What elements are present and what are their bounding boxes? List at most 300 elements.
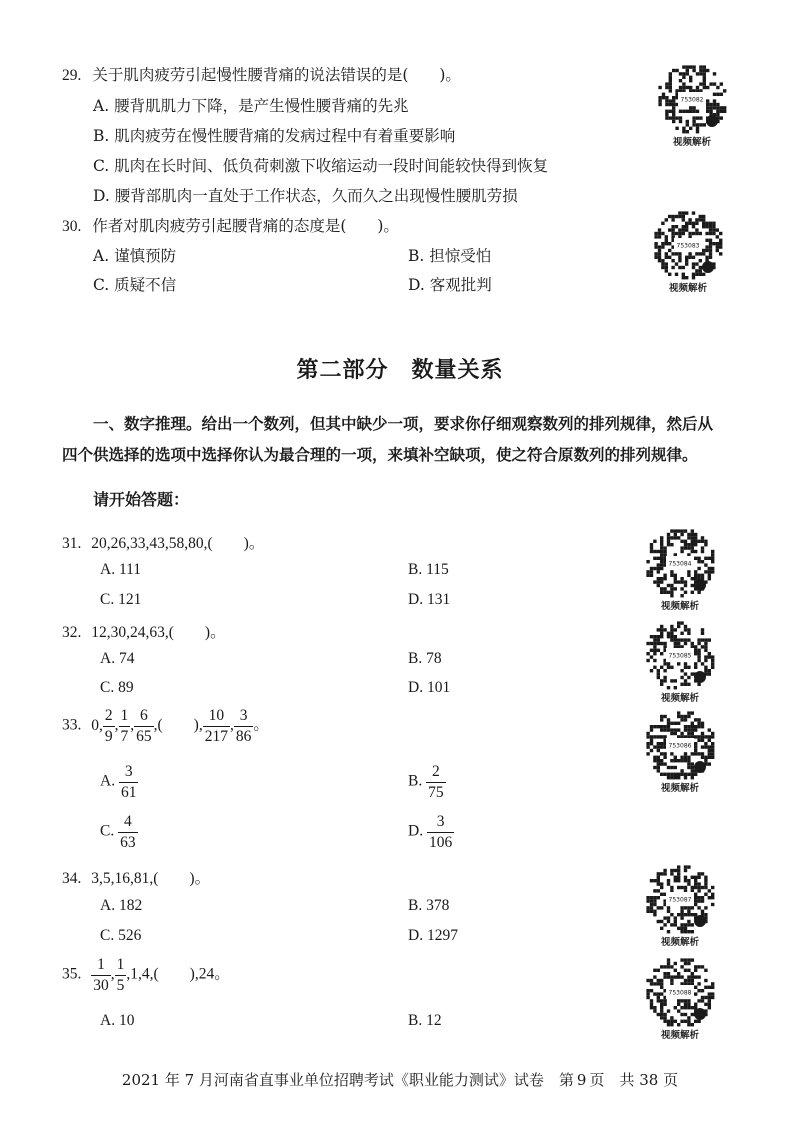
qr-module [677, 642, 680, 645]
qr-module [691, 711, 694, 714]
qr-module [677, 869, 680, 872]
option-letter: B. [408, 772, 423, 790]
option-d [408, 814, 454, 850]
qr-module [694, 645, 697, 648]
qr-module [667, 975, 670, 978]
option-letter: C. [93, 157, 110, 175]
qr-module [701, 735, 704, 738]
qr-module [711, 903, 714, 906]
qr-module [657, 642, 660, 645]
qr-module [691, 642, 694, 645]
qr-module [691, 728, 694, 731]
qr-module [687, 920, 690, 923]
qr-module [658, 249, 661, 252]
qr-module [685, 211, 688, 214]
qr-module [654, 256, 657, 259]
qr-module [670, 886, 673, 889]
qr-module [669, 116, 672, 119]
qr-module [665, 242, 668, 245]
qr-code-753085[interactable] [640, 618, 720, 704]
qr-module [701, 989, 704, 992]
qr-module [674, 876, 677, 879]
qr-module [687, 756, 690, 759]
qr-module [687, 546, 690, 549]
option-letter: A. [93, 97, 110, 115]
qr-module [694, 903, 697, 906]
qr-module [650, 550, 653, 553]
qr-module [680, 715, 683, 718]
option-letter: C. [93, 276, 110, 294]
fraction [91, 957, 111, 993]
qr-module [665, 99, 668, 102]
qr-module [663, 965, 666, 968]
qr-module [696, 127, 699, 130]
qr-module [704, 879, 707, 882]
qr-module [674, 679, 677, 682]
qr-module [703, 123, 706, 126]
qr-module [657, 879, 660, 882]
qr-module [653, 638, 656, 641]
qr-module [694, 662, 697, 665]
qr-module [697, 659, 700, 662]
qr-module [674, 920, 677, 923]
qr-module [657, 669, 660, 672]
qr-module [653, 975, 656, 978]
qr-module [654, 232, 657, 235]
qr-module [646, 910, 649, 913]
qr-module [685, 225, 688, 228]
qr-module [706, 103, 709, 106]
qr-code-753088[interactable] [640, 955, 720, 1041]
qr-module [699, 252, 702, 255]
qr-module [670, 913, 673, 916]
qr-module [694, 965, 697, 968]
qr-module [660, 752, 663, 755]
qr-module [699, 82, 702, 85]
qr-module [646, 742, 649, 745]
qr-module [657, 979, 660, 982]
qr-module [687, 711, 690, 714]
qr-module [704, 913, 707, 916]
option-text: 肌肉在长时间、低负荷刺激下收缩运动一段时间能较快得到恢复 [114, 157, 549, 175]
qr-module [699, 72, 702, 75]
qr-module [701, 756, 704, 759]
qr-module [674, 916, 677, 919]
fraction [134, 708, 154, 744]
qr-module [704, 756, 707, 759]
qr-module [658, 103, 661, 106]
qr-module [682, 110, 685, 113]
qr-module [680, 1020, 683, 1023]
qr-module [658, 252, 661, 255]
qr-module [680, 580, 683, 583]
qr-module [669, 103, 672, 106]
option-text: 115 [426, 561, 449, 578]
qr-module [660, 580, 663, 583]
qr-module [660, 882, 663, 885]
qr-module [653, 725, 656, 728]
qr-module [687, 632, 690, 635]
qr-module [702, 225, 705, 228]
qr-module [663, 762, 666, 765]
option-text: 腰背部肌肉一直处于工作状态，久而久之出现慢性腰肌劳损 [114, 187, 518, 205]
qr-module [701, 899, 704, 902]
option-letter: D. [408, 679, 424, 696]
qr-module [680, 533, 683, 536]
qr-code-number: 753087 [668, 896, 692, 904]
qr-module [650, 899, 653, 902]
qr-module [653, 910, 656, 913]
qr-module [692, 120, 695, 123]
qr-module [709, 249, 712, 252]
qr-module [692, 256, 695, 259]
qr-module [691, 732, 694, 735]
qr-module [665, 256, 668, 259]
qr-module [699, 259, 702, 262]
qr-code-753086[interactable] [640, 708, 720, 794]
qr-module [689, 106, 692, 109]
qr-module [697, 638, 700, 641]
qr-module [687, 1023, 690, 1026]
qr-module [695, 252, 698, 255]
qr-module [694, 992, 697, 995]
qr-module [691, 543, 694, 546]
qr-module [653, 645, 656, 648]
qr-module [694, 749, 697, 752]
qr-module [667, 882, 670, 885]
qr-module [713, 106, 716, 109]
qr-module [667, 1009, 670, 1012]
qr-module [660, 1009, 663, 1012]
qr-module [708, 996, 711, 999]
qr-module [650, 903, 653, 906]
qr-module [663, 999, 666, 1002]
qr-module [691, 913, 694, 916]
qr-module [701, 536, 704, 539]
qr-module [704, 645, 707, 648]
qr-module [671, 215, 674, 218]
qr-module [667, 666, 670, 669]
qr-module [708, 999, 711, 1002]
qr-module [670, 965, 673, 968]
qr-module [657, 769, 660, 772]
section-title: 第二部分 数量关系 [296, 357, 504, 383]
qr-module [699, 69, 702, 72]
qr-module [704, 570, 707, 573]
qr-module [702, 222, 705, 225]
qr-module [686, 72, 689, 75]
qr-module [684, 752, 687, 755]
qr-module [704, 557, 707, 560]
qr-module [691, 773, 694, 776]
qr-module [674, 533, 677, 536]
qr-module [688, 232, 691, 235]
option-a [100, 1012, 134, 1030]
qr-module [686, 110, 689, 113]
qr-module [687, 628, 690, 631]
qr-module [687, 906, 690, 909]
qr-module [663, 728, 666, 731]
qr-module [675, 127, 678, 130]
qr-module [672, 106, 675, 109]
qr-module [687, 1006, 690, 1009]
qr-module [694, 969, 697, 972]
qr-code-753083[interactable] [648, 208, 728, 294]
qr-module [705, 245, 708, 248]
qr-module [667, 540, 670, 543]
qr-module [684, 776, 687, 779]
qr-module [674, 642, 677, 645]
qr-module [650, 669, 653, 672]
qr-module [653, 903, 656, 906]
qr-module [716, 242, 719, 245]
qr-module [667, 766, 670, 769]
qr-module [667, 930, 670, 933]
option-letter: D. [408, 822, 424, 840]
qr-module [701, 662, 704, 665]
qr-module [708, 889, 711, 892]
qr-module [677, 621, 680, 624]
qr-module [709, 222, 712, 225]
qr-module [723, 89, 726, 92]
qr-module [660, 679, 663, 682]
qr-logo-icon [706, 115, 718, 127]
qr-code-753087[interactable] [640, 862, 720, 948]
qr-module [663, 872, 666, 875]
option-b [408, 561, 449, 579]
qr-module [697, 725, 700, 728]
qr-module [711, 655, 714, 658]
numerator: 3 [436, 813, 445, 830]
qr-module [706, 86, 709, 89]
qr-module [694, 742, 697, 745]
qr-module [691, 769, 694, 772]
qr-module [663, 773, 666, 776]
qr-module [677, 776, 680, 779]
qr-module [677, 1023, 680, 1026]
qr-module [708, 896, 711, 899]
qr-module [694, 886, 697, 889]
section-intro-line1: 一、数字推理。给出一个数列，但其中缺少一项，要求你仔细观察数列的排列规律，然后从 [93, 414, 714, 433]
qr-module [663, 546, 666, 549]
qr-module [674, 962, 677, 965]
qr-module [684, 879, 687, 882]
qr-module [711, 553, 714, 556]
qr-module [713, 99, 716, 102]
qr-module [667, 725, 670, 728]
option-letter: A. [100, 897, 116, 914]
fraction [427, 814, 454, 850]
qr-module [708, 672, 711, 675]
option-b [93, 124, 455, 146]
qr-module [716, 106, 719, 109]
qr-module [711, 992, 714, 995]
qr-module [667, 773, 670, 776]
qr-module [646, 732, 649, 735]
denominator: 217 [204, 727, 228, 745]
qr-module [687, 910, 690, 913]
qr-module [677, 999, 680, 1002]
qr-module [684, 969, 687, 972]
qr-module [653, 567, 656, 570]
option-text: 腰背肌肌力下降，是产生慢性腰背痛的先兆 [114, 97, 409, 115]
qr-module [692, 69, 695, 72]
qr-module [646, 996, 649, 999]
qr-module [708, 749, 711, 752]
qr-module [665, 218, 668, 221]
qr-module [694, 536, 697, 539]
qr-module [670, 570, 673, 573]
qr-module [706, 106, 709, 109]
qr-module [660, 1013, 663, 1016]
option-text: 谨慎预防 [114, 247, 177, 265]
qr-module [709, 228, 712, 231]
qr-module [668, 249, 671, 252]
qr-module [687, 762, 690, 765]
qr-module [684, 913, 687, 916]
numerator: 3 [239, 707, 248, 724]
qr-module [653, 540, 656, 543]
qr-module [660, 632, 663, 635]
qr-module [704, 745, 707, 748]
qr-module [697, 683, 700, 686]
qr-module [711, 756, 714, 759]
question-34 [62, 866, 210, 888]
qr-module [654, 252, 657, 255]
qr-module [704, 659, 707, 662]
qr-module [672, 110, 675, 113]
option-text: 101 [426, 679, 451, 696]
qr-module [684, 540, 687, 543]
qr-module [663, 577, 666, 580]
qr-module [678, 256, 681, 259]
qr-logo-icon [694, 1008, 706, 1020]
qr-module [684, 1020, 687, 1023]
qr-module [667, 879, 670, 882]
qr-module [711, 732, 714, 735]
qr-module [704, 666, 707, 669]
qr-module [697, 642, 700, 645]
option-text: 12 [426, 1012, 442, 1029]
qr-module [680, 683, 683, 686]
qr-module [697, 591, 700, 594]
qr-module [709, 82, 712, 85]
qr-module [686, 65, 689, 68]
qr-module [719, 245, 722, 248]
qr-module [657, 872, 660, 875]
option-letter: D. [93, 187, 110, 205]
qr-caption: 视频解析 [660, 937, 699, 948]
qr-code-icon [643, 708, 717, 782]
qr-module [703, 69, 706, 72]
qr-module [660, 563, 663, 566]
page-footer: 2021 年 7 月河南省直事业单位招聘考试《职业能力测试》试卷 第 9 页 共 38 页 [121, 1071, 679, 1089]
qr-module [691, 979, 694, 982]
denominator: 5 [116, 976, 125, 994]
qr-module [687, 879, 690, 882]
qr-module [670, 536, 673, 539]
qr-module [667, 686, 670, 689]
qr-module [650, 649, 653, 652]
qr-module [697, 975, 700, 978]
qr-module [682, 211, 685, 214]
qr-module [697, 886, 700, 889]
qr-module [680, 906, 683, 909]
qr-module [661, 262, 664, 265]
qr-module [657, 742, 660, 745]
qr-module [653, 913, 656, 916]
qr-module [657, 982, 660, 985]
qr-module [687, 638, 690, 641]
option-letter: B. [93, 127, 110, 145]
qr-module [694, 666, 697, 669]
qr-module [679, 72, 682, 75]
qr-module [646, 979, 649, 982]
qr-module [709, 106, 712, 109]
qr-module [657, 563, 660, 566]
qr-module [674, 638, 677, 641]
qr-module [708, 986, 711, 989]
qr-module [704, 655, 707, 658]
qr-module [657, 762, 660, 765]
stem-end: 。 [253, 716, 269, 734]
qr-module [697, 989, 700, 992]
qr-module [670, 722, 673, 725]
qr-module [716, 86, 719, 89]
qr-module [684, 865, 687, 868]
fraction [119, 708, 131, 744]
qr-module [680, 999, 683, 1002]
qr-module [701, 722, 704, 725]
denominator: 63 [120, 833, 136, 851]
qr-module [653, 659, 656, 662]
qr-module [660, 543, 663, 546]
qr-module [670, 923, 673, 926]
option-letter: B. [408, 247, 425, 265]
qr-module [716, 228, 719, 231]
qr-module [646, 896, 649, 899]
qr-module [684, 930, 687, 933]
qr-module [667, 972, 670, 975]
qr-module [680, 910, 683, 913]
qr-module [660, 886, 663, 889]
qr-code-number: 753083 [676, 242, 700, 250]
qr-module [691, 906, 694, 909]
qr-module [694, 652, 697, 655]
qr-code-753082[interactable] [652, 62, 732, 148]
qr-module [668, 273, 671, 276]
qr-module [697, 906, 700, 909]
denominator: 106 [428, 833, 453, 851]
qr-module [694, 882, 697, 885]
qr-module [711, 557, 714, 560]
qr-module [661, 232, 664, 235]
qr-module [687, 732, 690, 735]
qr-module [716, 245, 719, 248]
option-d [408, 273, 492, 295]
qr-module [667, 728, 670, 731]
qr-module [657, 735, 660, 738]
fraction [103, 708, 115, 744]
qr-module [716, 113, 719, 116]
qr-module [684, 662, 687, 665]
qr-code-753084[interactable] [640, 526, 720, 612]
qr-module [687, 766, 690, 769]
qr-module [684, 886, 687, 889]
qr-module [672, 69, 675, 72]
option-d [93, 184, 518, 206]
qr-module [677, 773, 680, 776]
